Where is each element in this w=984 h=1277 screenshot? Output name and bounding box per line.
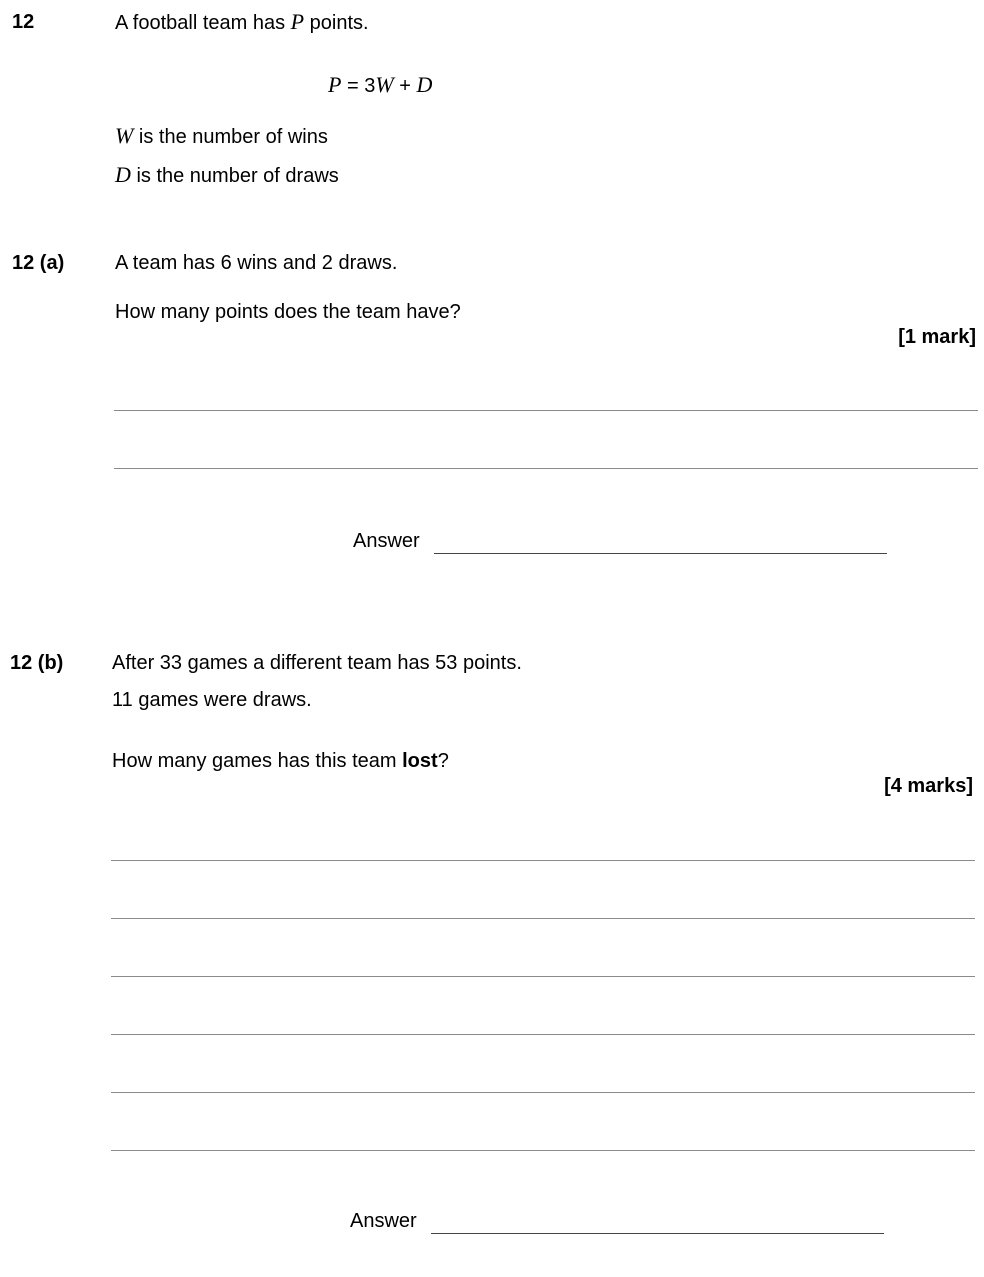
question-number-12: 12 (12, 11, 35, 33)
q12b-working-line-3[interactable] (111, 976, 975, 977)
formula-lhs: P (328, 72, 342, 97)
q12b-working-line-6[interactable] (111, 1150, 975, 1151)
q12b-question-post: ? (437, 750, 449, 772)
q12b-question-bold: lost (402, 750, 438, 772)
q12a-question: How many points does the team have? (115, 301, 461, 323)
question-intro (115, 10, 369, 35)
q12b-line1: After 33 games a different team has 53 points. (112, 652, 522, 674)
formula-eq: = 3 (341, 75, 376, 97)
formula (328, 73, 432, 98)
intro-variable-p: P (290, 9, 305, 34)
q12b-working-line-5[interactable] (111, 1092, 975, 1093)
definition-w-variable: W (115, 123, 134, 148)
q12a-working-line-2[interactable] (114, 468, 978, 469)
intro-text-post: points. (304, 12, 369, 34)
q12b-marks: [4 marks] (884, 775, 973, 797)
q12a-line1: A team has 6 wins and 2 draws. (115, 252, 398, 274)
question-number-12b: 12 (b) (10, 652, 64, 674)
q12b-answer-line[interactable] (431, 1233, 884, 1234)
q12a-working-line-1[interactable] (114, 410, 978, 411)
q12b-working-line-4[interactable] (111, 1034, 975, 1035)
definition-w-text: is the number of wins (133, 126, 328, 148)
q12b-line2: 11 games were draws. (112, 689, 312, 711)
q12b-working-line-2[interactable] (111, 918, 975, 919)
definition-w (115, 124, 328, 149)
intro-text-pre: A football team has (115, 12, 291, 34)
q12b-answer-label: Answer (350, 1210, 417, 1232)
q12a-answer-label: Answer (353, 530, 420, 552)
definition-d (115, 163, 339, 188)
q12a-answer-line[interactable] (434, 553, 887, 554)
definition-d-variable: D (115, 162, 131, 187)
question-number-12a: 12 (a) (12, 252, 65, 274)
q12b-working-line-1[interactable] (111, 860, 975, 861)
q12a-marks: [1 mark] (898, 326, 976, 348)
definition-d-text: is the number of draws (130, 165, 339, 187)
formula-w: W (375, 72, 394, 97)
q12b-question (112, 749, 449, 773)
formula-d: D (416, 72, 433, 97)
q12b-question-pre: How many games has this team (112, 750, 403, 772)
formula-plus: + (393, 75, 417, 97)
